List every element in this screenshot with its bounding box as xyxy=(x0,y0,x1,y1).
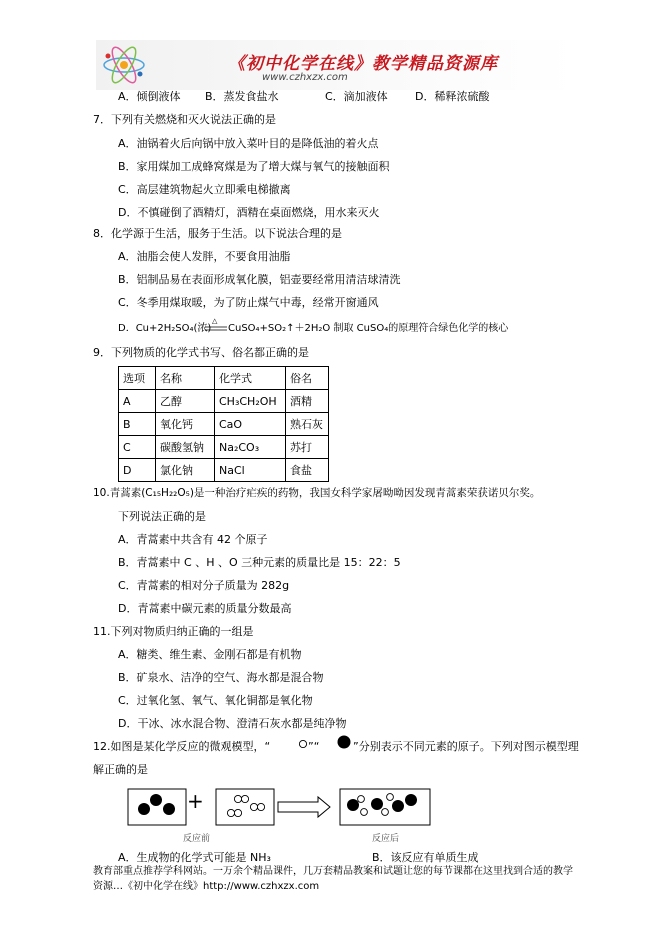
q7-option-b: B．家用煤加工成蜂窝煤是为了增大煤与氧气的接触面积 xyxy=(118,160,390,173)
table-row xyxy=(119,413,329,436)
q11-option-b: B．矿泉水、洁净的空气、海水都是混合物 xyxy=(118,671,324,684)
q8-stem: 8．化学源于生活，服务于生活。以下说法合理的是 xyxy=(93,227,342,240)
q10-option-d: D．青蒿素中碳元素的质量分数最高 xyxy=(118,602,292,615)
q8-option-b: B．铝制品易在表面形成氧化膜，铝壶要经常用清洁球清洗 xyxy=(118,273,401,286)
q12-stem-a: 12.如图是某化学反应的微观模型，“ xyxy=(93,740,271,753)
table-cell: 碳酸氢钠 xyxy=(156,436,215,459)
table-cell: A xyxy=(119,390,156,413)
q6-option-d: D．稀释浓硫酸 xyxy=(415,90,490,103)
table-cell: CaO xyxy=(215,413,286,436)
q8-option-d-lead: D．Cu+2H₂SO₄(浓) xyxy=(118,323,212,334)
equals-arrow-icon xyxy=(205,326,227,332)
table-cell: 酒精 xyxy=(286,390,329,413)
table-cell: Na₂CO₃ xyxy=(215,436,286,459)
q11-option-c: C．过氧化氢、氧气、氧化铜都是氧化物 xyxy=(118,694,313,707)
q8-heat-symbol: △ xyxy=(212,317,218,325)
q8-option-a: A．油脂会使人发胖，不要食用油脂 xyxy=(118,250,291,263)
table-cell: 熟石灰 xyxy=(286,413,329,436)
q10-option-a: A．青蒿素中共含有 42 个原子 xyxy=(118,533,268,546)
table-row xyxy=(119,459,329,482)
q7-option-c: C．高层建筑物起火立即乘电梯撤离 xyxy=(118,183,291,196)
atom-logo-icon xyxy=(100,44,148,86)
q12-stem-c: ”分别表示不同元素的原子。下列对图示模型理 xyxy=(353,740,579,753)
table-cell: 乙醇 xyxy=(156,390,215,413)
table-cell: CH₃CH₂OH xyxy=(215,390,286,413)
white-atom-icon xyxy=(298,739,308,749)
q12-option-a: A．生成物的化学式可能是 NH₃ xyxy=(118,851,271,864)
q10-option-b: B．青蒿素中 C 、H 、O 三种元素的质量比是 15：22：5 xyxy=(118,556,401,569)
q9-stem: 9．下列物质的化学式书写、俗名都正确的是 xyxy=(93,346,309,359)
table-cell: D xyxy=(119,459,156,482)
q11-option-a: A．糖类、维生素、金刚石都是有机物 xyxy=(118,648,302,661)
q10-option-c: C．青蒿素的相对分子质量为 282g xyxy=(118,579,290,592)
table-cell: B xyxy=(119,413,156,436)
table-header-row xyxy=(119,367,329,390)
q10-stem: 10.青蒿素(C₁₅H₂₂O₅)是一种治疗疟疾的药物，我国女科学家屠呦呦因发现青蒿素荣获诺贝尔奖。 xyxy=(93,487,541,499)
table-cell: 食盐 xyxy=(286,459,329,482)
table-header-cell: 名称 xyxy=(156,367,215,390)
plus-sign: + xyxy=(187,789,204,813)
table-row xyxy=(119,436,329,459)
caption-before: 反应前 xyxy=(183,834,211,844)
footer-line1: 教育部重点推荐学科网站。一万余个精品课件，几万套精品教案和试题让您的每节课都在这里找到合适的教学 xyxy=(93,866,573,877)
q12-option-b: B．该反应有单质生成 xyxy=(372,851,479,864)
footer-line2: 资源…《初中化学在线》http://www.czhxzx.com xyxy=(93,881,320,892)
caption-after: 反应后 xyxy=(372,834,400,844)
q11-stem: 11.下列对物质归纳正确的一组是 xyxy=(93,625,254,638)
q7-option-a: A．油锅着火后向锅中放入菜叶目的是降低油的着火点 xyxy=(118,137,379,150)
banner-url: www.czhxzx.com xyxy=(262,72,348,83)
q10-sub: 下列说法正确的是 xyxy=(118,510,206,523)
table-header-cell: 俗名 xyxy=(286,367,329,390)
q8-option-d-tail: CuSO₄+SO₂↑＋2H₂O 制取 CuSO₄的原理符合绿色化学的核心 xyxy=(228,323,509,334)
q6-option-b: B．蒸发食盐水 xyxy=(205,90,279,103)
q9-table xyxy=(118,366,329,482)
table-header-cell: 化学式 xyxy=(215,367,286,390)
reaction-diagram xyxy=(120,783,450,833)
q8-option-c: C．冬季用煤取暖，为了防止煤气中毒，经常开窗通风 xyxy=(118,296,379,309)
q6-option-c: C．滴加液体 xyxy=(325,90,388,103)
table-cell: NaCl xyxy=(215,459,286,482)
q6-option-a: A．倾倒液体 xyxy=(118,90,181,103)
footer xyxy=(93,864,613,894)
table-cell: 氧化钙 xyxy=(156,413,215,436)
q7-option-d: D．不慎碰倒了酒精灯，酒精在桌面燃烧，用水来灭火 xyxy=(118,206,380,219)
table-cell: 氯化钠 xyxy=(156,459,215,482)
table-header-cell: 选项 xyxy=(119,367,156,390)
table-row xyxy=(119,390,329,413)
banner-title: 《初中化学在线》教学精品资源库 xyxy=(228,54,498,74)
table-cell: 苏打 xyxy=(286,436,329,459)
q12-stem-line2: 解正确的是 xyxy=(93,763,148,776)
q7-stem: 7．下列有关燃烧和灭火说法正确的是 xyxy=(93,113,276,126)
black-atom-icon xyxy=(336,734,352,750)
q11-option-d: D．干冰、冰水混合物、澄清石灰水都是纯净物 xyxy=(118,717,347,730)
q12-stem-b: ”“ xyxy=(308,740,320,753)
table-cell: C xyxy=(119,436,156,459)
